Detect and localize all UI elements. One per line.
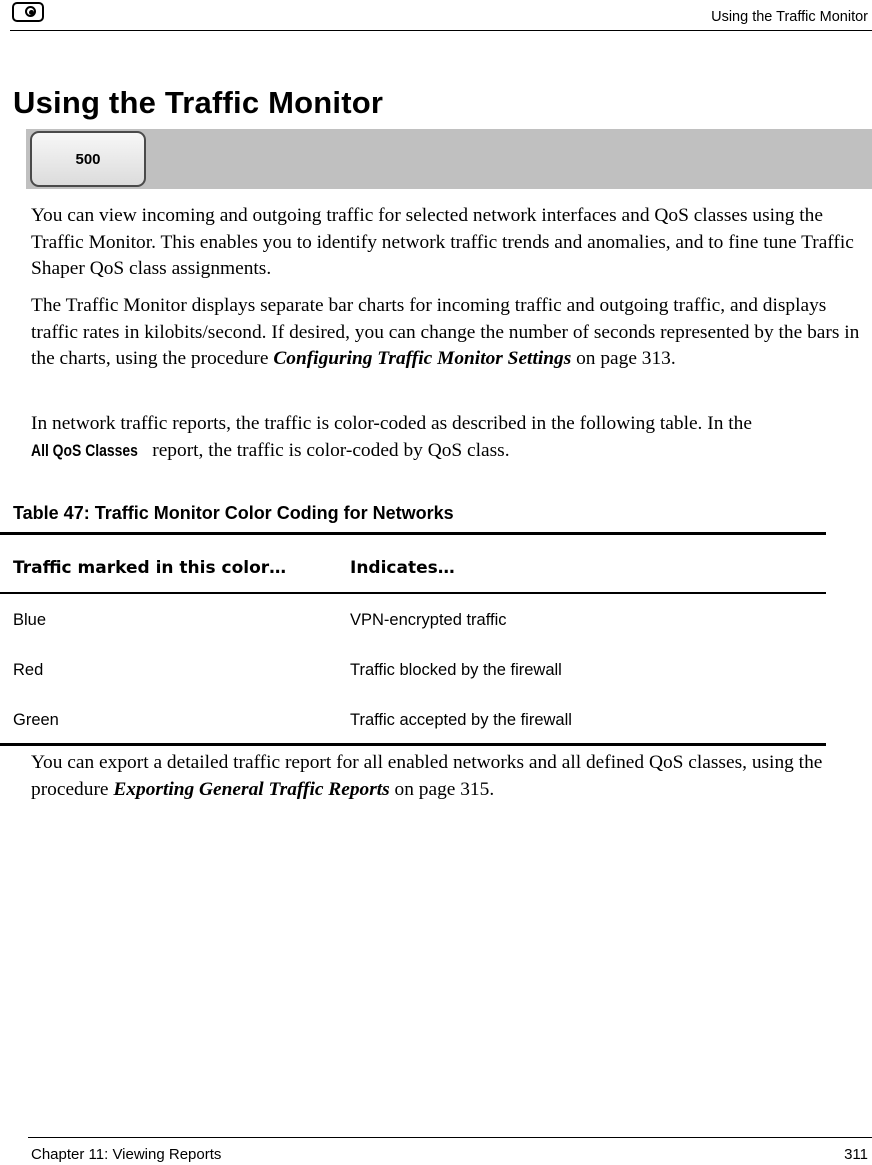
footer-chapter: Chapter 11: Viewing Reports — [31, 1146, 222, 1163]
table-cell-meaning: Traffic blocked by the firewall — [350, 661, 562, 679]
header-rule — [10, 30, 872, 31]
paragraph-text: In network traffic reports, the traffic is color-coded as described in the following table. In the — [31, 413, 752, 434]
viewer-icon-dot — [29, 10, 34, 15]
procedure-link-configuring-settings[interactable]: Configuring Traffic Monitor Settings — [273, 348, 572, 369]
paragraph-text: on page 313. — [571, 348, 676, 369]
table-header-color: Traffic marked in this color… — [13, 558, 287, 578]
viewer-icon — [12, 2, 44, 22]
table-header-rule — [0, 592, 826, 594]
table-top-rule — [0, 532, 826, 535]
table-cell-meaning: Traffic accepted by the firewall — [350, 711, 572, 729]
paragraph-text: on page 315. — [389, 778, 495, 800]
table-bottom-rule — [0, 743, 826, 746]
table-cell-color: Red — [13, 661, 44, 679]
footer-rule — [28, 1137, 872, 1138]
table-cell-color: Blue — [13, 611, 47, 629]
product-badge: 500 — [30, 131, 146, 187]
table-caption: Table 47: Traffic Monitor Color Coding for Networks — [13, 503, 454, 523]
paragraph-text: The Traffic Monitor displays separate bar charts for incoming traffic and outgoing traffic, and displays traffic rates in kilobits/second. If desired, you can change the number of seconds represented by the bars in the charts, using the procedure — [31, 295, 860, 369]
footer-page-number: 311 — [844, 1146, 868, 1163]
bar-charts-paragraph — [31, 293, 861, 373]
product-applicability-bar — [26, 129, 872, 189]
table-cell-meaning: VPN-encrypted traffic — [350, 611, 507, 629]
procedure-link-exporting-reports[interactable]: Exporting General Traffic Reports — [113, 778, 390, 800]
paragraph-text: You can export a detailed traffic report for all enabled networks and all defined QoS classes, using the procedure — [31, 752, 823, 800]
page-title: Using the Traffic Monitor — [13, 85, 384, 120]
table-cell-color: Green — [13, 711, 59, 729]
paragraph-text: report, the traffic is color-coded by QoS class. — [147, 439, 510, 461]
ui-term-all-qos-classes: All QoS Classes — [31, 440, 138, 460]
color-coding-paragraph — [31, 411, 861, 464]
table-header-indicates: Indicates… — [350, 558, 455, 578]
intro-paragraph: You can view incoming and outgoing traffic for selected network interfaces and QoS classes using the Traffic Monitor. This enables you to identify network traffic trends and anomalies, and to fine tune Traffic Shaper QoS class assignments. — [31, 205, 854, 279]
running-header-title: Using the Traffic Monitor — [711, 9, 868, 25]
export-paragraph — [31, 750, 861, 803]
